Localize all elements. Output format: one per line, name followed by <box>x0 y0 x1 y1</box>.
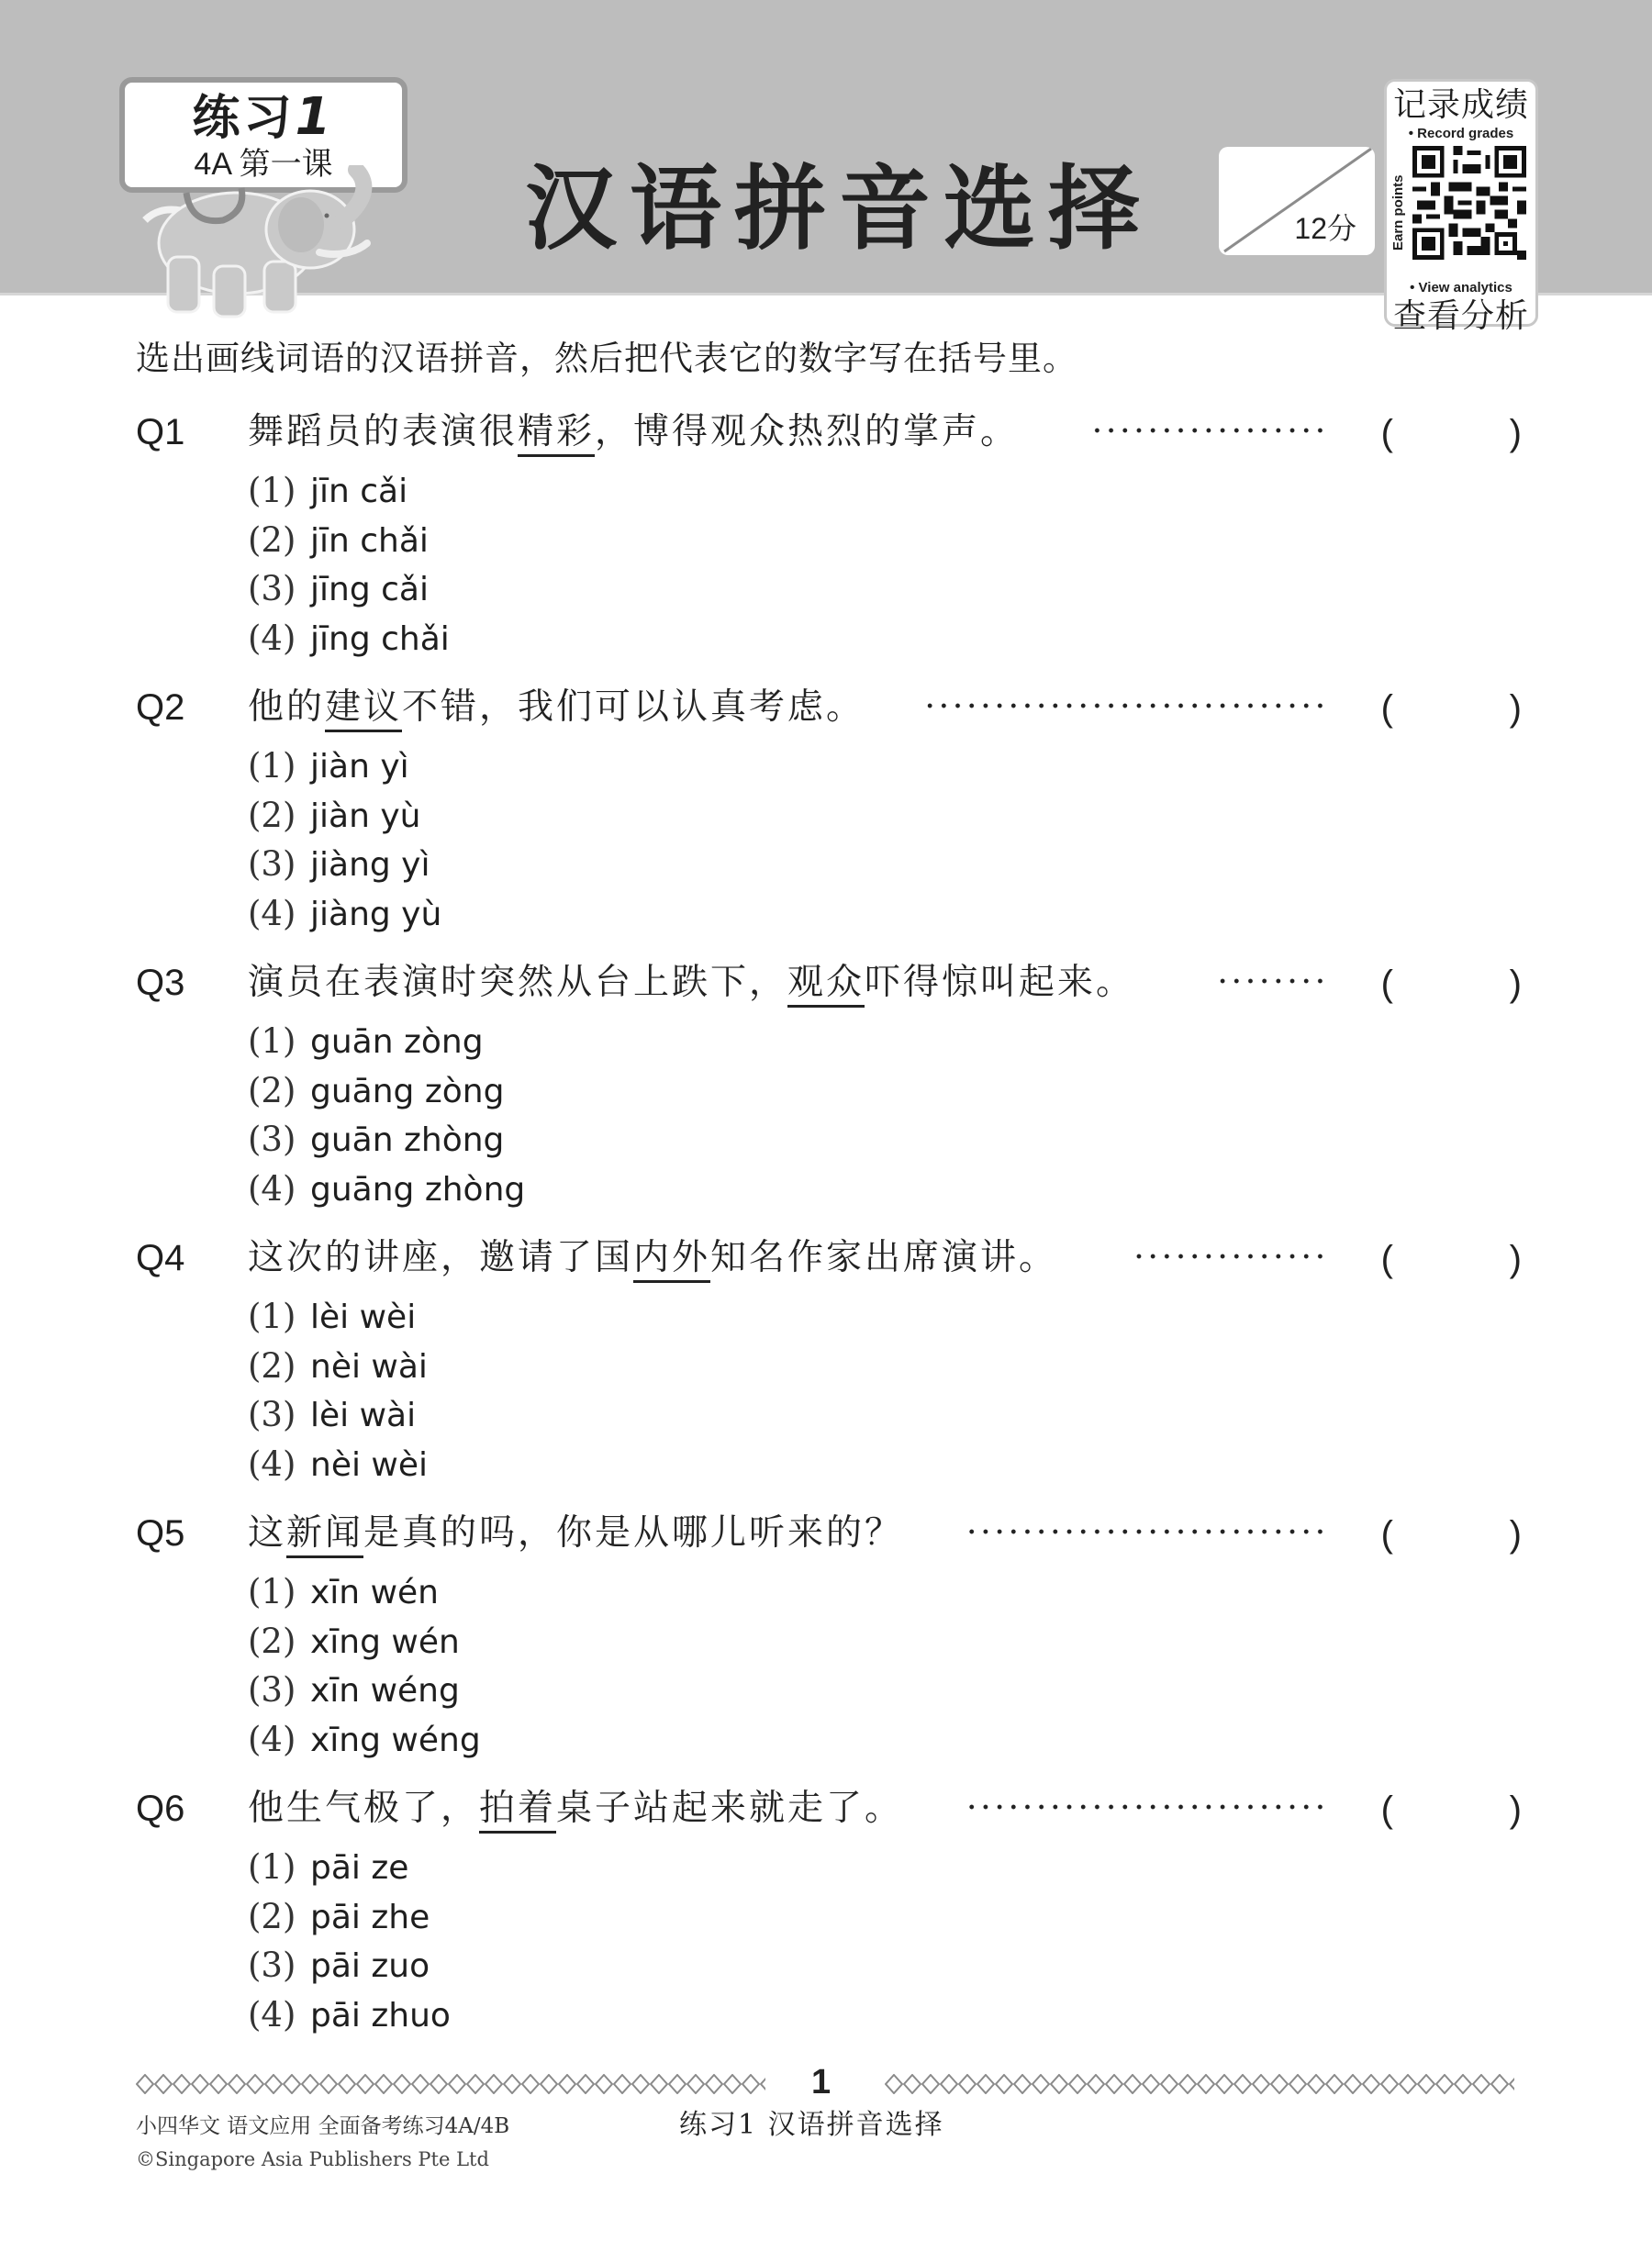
question-sentence <box>248 1786 903 1832</box>
option-number: (4) <box>248 1719 296 1759</box>
dotted-leader <box>1087 426 1327 435</box>
question-sentence <box>248 960 1134 1006</box>
option-list <box>248 1017 1540 1213</box>
dotted-leader <box>1129 1252 1327 1261</box>
question-row <box>136 949 1540 1017</box>
answer-blank[interactable] <box>1404 1784 1496 1835</box>
sentence-after: ，博得观众热烈的掌声。 <box>595 411 1020 452</box>
option-number: (1) <box>248 1847 296 1887</box>
underlined-word: 新闻 <box>286 1512 363 1558</box>
answer-blank[interactable] <box>1404 683 1496 734</box>
answer-option <box>248 1941 1540 1990</box>
question-row <box>136 398 1540 466</box>
diamond-border-left <box>136 2074 765 2094</box>
answer-option <box>248 564 1540 614</box>
sentence-before: 这次的讲座，邀请了国 <box>248 1237 634 1278</box>
option-pinyin: jīng cǎi <box>310 571 429 608</box>
option-pinyin: nèi wài <box>310 1347 428 1386</box>
question-label: Q1 <box>136 412 185 452</box>
question-label: Q6 <box>136 1789 185 1829</box>
answer-bracket-close: ) <box>1509 688 1522 729</box>
page-title: 汉语拼音选择 <box>525 155 1153 262</box>
option-list <box>248 1292 1540 1488</box>
answer-bracket-open: ( <box>1380 1239 1393 1279</box>
option-pinyin: jiàng yì <box>310 846 430 884</box>
answer-bracket-close: ) <box>1509 1239 1522 1279</box>
option-pinyin: xīn wén <box>310 1574 439 1611</box>
option-number: (3) <box>248 844 296 884</box>
answer-option <box>248 1715 1540 1765</box>
underlined-word: 观众 <box>787 962 865 1008</box>
answer-option <box>248 1843 1540 1892</box>
answer-option <box>248 466 1540 516</box>
option-list <box>248 1567 1540 1764</box>
option-pinyin: jīn cǎi <box>310 473 408 510</box>
question-row <box>136 1499 1540 1567</box>
answer-bracket-open: ( <box>1380 688 1393 729</box>
answer-bracket-open: ( <box>1380 1789 1393 1830</box>
option-number: (4) <box>248 893 296 933</box>
total-score: 12分 <box>1294 212 1356 245</box>
option-number: (1) <box>248 1297 296 1336</box>
qr-record-grades-label: 记录成绩 <box>1392 86 1529 124</box>
question-sentence <box>248 1235 1057 1281</box>
answer-option <box>248 1567 1540 1617</box>
option-number: (3) <box>248 1945 296 1985</box>
qr-record-grades-text: • Record grades <box>1408 126 1514 141</box>
question-4 <box>136 1224 1540 1488</box>
option-list <box>248 466 1540 663</box>
answer-option <box>248 1617 1540 1667</box>
dotted-leader <box>923 701 1327 710</box>
dotted-leader <box>962 1802 1327 1812</box>
question-label: Q2 <box>136 687 185 728</box>
question-sentence <box>248 685 865 730</box>
option-pinyin: nèi wèi <box>310 1445 429 1484</box>
option-pinyin: guāng zòng <box>310 1072 505 1110</box>
sentence-before: 他的 <box>248 686 326 728</box>
option-number: (4) <box>248 1168 296 1209</box>
question-row <box>136 1775 1540 1843</box>
answer-option <box>248 1066 1540 1116</box>
answer-bracket-open: ( <box>1380 964 1393 1004</box>
option-number: (3) <box>248 569 296 608</box>
answer-bracket-close: ) <box>1509 413 1522 453</box>
option-number: (4) <box>248 1444 296 1484</box>
answer-blank[interactable] <box>1404 1233 1496 1285</box>
footer-lesson-title: 练习1 汉语拼音选择 <box>679 2109 944 2141</box>
footer-book-title: 小四华文 语文应用 全面备考练习4A/4B <box>136 2114 510 2138</box>
option-pinyin: pāi zhuo <box>310 1996 451 2035</box>
qr-card[interactable] <box>1384 79 1538 335</box>
option-list <box>248 1843 1540 2039</box>
answer-option <box>248 1115 1540 1165</box>
sentence-after: 桌子站起来就走了。 <box>556 1788 904 1829</box>
answer-option <box>248 741 1540 791</box>
underlined-word: 精彩 <box>518 411 595 457</box>
qr-code-icon[interactable] <box>1412 146 1526 260</box>
question-3 <box>136 949 1540 1213</box>
answer-option <box>248 1292 1540 1342</box>
option-pinyin: lèi wài <box>310 1397 417 1434</box>
question-row <box>136 674 1540 741</box>
option-number: (2) <box>248 519 296 560</box>
qr-view-analytics-text: • View analytics <box>1410 280 1512 295</box>
question-label: Q3 <box>136 963 185 1003</box>
option-pinyin: pāi zhe <box>310 1898 430 1936</box>
option-pinyin: guān zhòng <box>310 1121 505 1159</box>
answer-blank[interactable] <box>1404 407 1496 459</box>
question-sentence <box>248 1511 903 1556</box>
option-number: (3) <box>248 1120 296 1159</box>
question-5 <box>136 1499 1540 1764</box>
answer-option <box>248 1892 1540 1942</box>
sentence-before: 舞蹈员的表演很 <box>248 411 519 452</box>
option-pinyin: jīng chǎi <box>310 619 450 658</box>
question-sentence <box>248 409 1019 455</box>
underlined-word: 拍着 <box>479 1788 556 1834</box>
sentence-after: 知名作家出席演讲。 <box>710 1237 1058 1278</box>
dotted-leader <box>1211 976 1327 986</box>
answer-option <box>248 791 1540 841</box>
diamond-border-right <box>885 2074 1514 2094</box>
answer-bracket-close: ) <box>1509 964 1522 1004</box>
option-number: (4) <box>248 618 296 658</box>
footer-copyright: ©Singapore Asia Publishers Pte Ltd <box>136 2148 489 2170</box>
option-pinyin: jiàn yì <box>310 748 409 786</box>
option-pinyin: pāi zuo <box>310 1947 430 1985</box>
answer-option <box>248 1666 1540 1715</box>
sentence-after: 是真的吗，你是从哪儿听来的？ <box>363 1512 904 1554</box>
answer-option <box>248 1342 1540 1391</box>
lesson-tag-title: 练习1 <box>192 87 335 147</box>
option-pinyin: jīn chǎi <box>310 521 429 560</box>
answer-bracket-close: ) <box>1509 1514 1522 1555</box>
answer-blank[interactable] <box>1404 1509 1496 1560</box>
instruction-text: 选出画线词语的汉语拼音，然后把代表它的数字写在括号里。 <box>136 339 1077 378</box>
answer-option <box>248 840 1540 889</box>
answer-option <box>248 1165 1540 1214</box>
option-pinyin: guāng zhòng <box>310 1170 526 1209</box>
option-pinyin: lèi wèi <box>310 1299 417 1336</box>
sentence-before: 他生气极了， <box>248 1788 480 1829</box>
option-pinyin: xīng wén <box>310 1622 460 1661</box>
option-number: (2) <box>248 1070 296 1110</box>
option-number: (1) <box>248 471 296 510</box>
sentence-before: 这 <box>248 1512 287 1554</box>
answer-bracket-close: ) <box>1509 1789 1522 1830</box>
question-6 <box>136 1775 1540 2039</box>
option-pinyin: jiàng yù <box>310 895 442 933</box>
option-pinyin: guān zòng <box>310 1023 484 1061</box>
question-label: Q4 <box>136 1238 185 1278</box>
option-list <box>248 741 1540 938</box>
sentence-after: 吓得惊叫起来。 <box>865 962 1135 1003</box>
option-pinyin: xīn wéng <box>310 1672 460 1710</box>
page-number: 1 <box>811 2063 832 2101</box>
option-number: (1) <box>248 1021 296 1061</box>
option-number: (2) <box>248 1345 296 1386</box>
answer-option <box>248 1440 1540 1489</box>
option-pinyin: pāi ze <box>310 1849 409 1887</box>
answer-option <box>248 516 1540 565</box>
lesson-tag-subtitle: 4A 第一课 <box>194 147 333 182</box>
lesson-number: 1 <box>295 87 335 147</box>
option-number: (2) <box>248 1896 296 1936</box>
option-number: (1) <box>248 746 296 786</box>
answer-option <box>248 614 1540 663</box>
answer-bracket-open: ( <box>1380 413 1393 453</box>
option-pinyin: jiàn yù <box>310 797 421 835</box>
underlined-word: 建议 <box>325 686 402 732</box>
option-number: (4) <box>248 1994 296 2035</box>
elephant-illustration <box>127 165 393 321</box>
sentence-after: 不错，我们可以认真考虑。 <box>402 686 865 728</box>
option-number: (3) <box>248 1670 296 1710</box>
option-number: (2) <box>248 795 296 835</box>
option-number: (2) <box>248 1621 296 1661</box>
answer-bracket-open: ( <box>1380 1514 1393 1555</box>
option-number: (1) <box>248 1572 296 1611</box>
underlined-word: 内外 <box>633 1237 710 1283</box>
question-2 <box>136 674 1540 938</box>
question-1 <box>136 398 1540 663</box>
qr-earn-points-text: Earn points <box>1390 174 1406 251</box>
answer-option <box>248 1017 1540 1066</box>
score-box <box>1219 147 1375 255</box>
answer-blank[interactable] <box>1404 958 1496 1009</box>
answer-option <box>248 1390 1540 1440</box>
qr-view-analytics-label: 查看分析 <box>1392 297 1529 335</box>
option-number: (3) <box>248 1395 296 1434</box>
question-label: Q5 <box>136 1513 185 1554</box>
question-row <box>136 1224 1540 1292</box>
option-pinyin: xīng wéng <box>310 1721 481 1759</box>
sentence-before: 演员在表演时突然从台上跌下， <box>248 962 788 1003</box>
answer-option <box>248 1990 1540 2040</box>
dotted-leader <box>962 1527 1327 1536</box>
answer-option <box>248 889 1540 939</box>
